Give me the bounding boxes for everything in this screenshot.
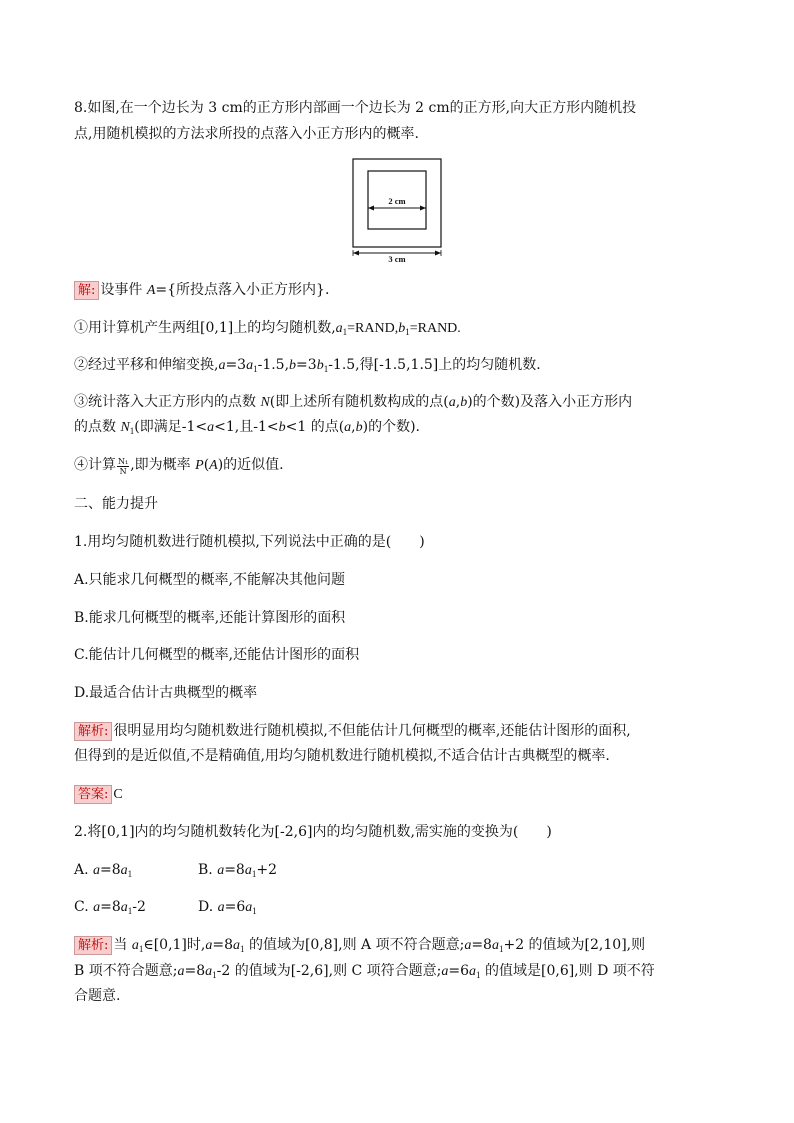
q1-option-d: D.最适合估计古典概型的概率 [74,685,258,701]
sol8-step-4 [74,455,284,476]
q2-analysis-line-3: 合题意. [74,988,121,1004]
var-b: b [278,420,286,435]
analysis-tag: 解析: [74,722,112,741]
var-P: P [195,458,204,473]
var-b: b [460,395,468,410]
step3-text: ③统计落入大正方形内的点数 [74,394,261,410]
step3-text: )的个数)及落入小正方形内 [467,394,633,410]
q1-option-b: B.能求几何概型的概率,还能计算图形的面积 [74,610,346,626]
sol8-intro-text: 设事件 [100,282,147,298]
large-square-label: 3 cm [388,254,406,263]
analysis-text: 很明显用均匀随机数进行随机模拟,不但能估计几何概型的概率,还能估计图形的面积, [113,723,631,739]
sol8-step-3-line-2 [74,417,420,441]
fraction-denominator: N [119,467,127,476]
step3-text: (即上述所有随机数构成的点( [269,394,449,410]
analysis-tag: 解析: [74,936,112,955]
step1-text: ①用计算机产生两组[0,1]上的均匀随机数, [74,320,336,336]
step4-text: )的近似值. [217,457,284,473]
var-b: b [398,321,406,336]
var-b: b [316,358,324,373]
answer-value: C [113,787,123,802]
q2-options-row-2 [74,897,734,921]
answer-tag: 答案: [74,785,112,804]
sol8-intro [74,280,329,301]
step3-text: (即满足-1< [134,419,208,435]
q2-option-c: C. $a=8a_1-2$ [74,899,146,916]
math: -1.5, [257,357,290,373]
q1-analysis-line-2: 但得到的是近似值,不是精确值,用均匀随机数进行随机模拟,不适合估计古典概型的概率. [74,748,610,764]
squares-figure [350,157,446,263]
section-title: 二、能力提升 [74,496,158,512]
subscript: 1 [253,364,258,374]
comma: , [455,394,461,410]
var-a: a [218,358,226,373]
comma: , [351,419,356,435]
var-N: N [260,395,270,410]
q8-text-line-1: 8.如图,在一个边长为 3 cm的正方形内部画一个边长为 2 cm的正方形,向大正方形内随机投 [74,100,637,116]
q2-stem: 2.将[0,1]内的均匀随机数转化为[-2,6]内的均匀随机数,需实施的变换为( ) [74,824,552,840]
q1-stem: 1.用均匀随机数进行随机模拟,下列说法中正确的是( ) [74,534,425,550]
q2-analysis-line-1: 解析: 当 $a_1\in[0,1]$时$,a=8a_1$ 的值域为[0,8],则 A 项不符合题意$;a=8a_1+2$ 的值域为[2,10],则 [74,935,645,959]
step3-text: <1 的点( [285,419,345,435]
step2-text: ②经过平移和伸缩变换, [74,357,219,373]
step3-text: 的点数 [74,419,121,435]
q2-analysis-line-2: B 项不符合题意$;a=8a_1-2$ 的值域为[-2,6],则 C 项符合题意$;a=6a_1$ 的值域是[0,6],则 D 项不符 [74,963,655,980]
var-b: b [355,420,363,435]
step3-text: <1,且-1< [214,419,279,435]
subscript: 1 [129,426,135,436]
sol8-step-1 [74,318,461,342]
var-a: a [448,395,456,410]
step2-text-2: -1.5,得[-1.5,1.5]上的均匀随机数. [328,357,541,373]
q1-analysis-line-1 [74,721,631,741]
step4-text: ,即为概率 [130,457,196,473]
math: =3 [225,357,247,373]
subscript: 1 [323,364,329,374]
fraction-n1-over-n [117,457,129,476]
var-a: a [344,420,352,435]
small-square-label: 2 cm [388,196,406,206]
event-var: A [146,283,156,298]
fraction-numerator: N₁ [118,457,129,466]
q1-option-c: C.能估计几何概型的概率,还能估计图形的面积 [74,647,360,663]
q1-answer [74,784,123,805]
var-b: b [289,358,297,373]
rand-eq: =RAND, [347,321,399,336]
step3-text: )的个数). [362,419,420,435]
math: =3 [296,357,317,373]
subscript: 1 [342,327,348,337]
q2-option-b: B. $a=8a_1+2$ [198,862,277,879]
q2-option-a: A. $a=8a_1$ [74,862,133,879]
q2-option-d: D. $a=6a_1$ [198,899,257,916]
var-N1: N [120,420,130,435]
var-a: a [246,358,254,373]
q2-options-row-1 [74,860,734,884]
solution-tag: 解: [74,281,99,300]
paren: ( [203,457,210,473]
sol8-step-3-line-1 [74,392,632,413]
q1-option-a: A.只能求几何概型的概率,不能解决其他问题 [74,572,346,588]
var-a: a [335,321,343,336]
q8-text-line-2: 点,用随机模拟的方法求所投的点落入小正方形内的概率. [74,126,419,142]
var-a: a [207,420,215,435]
step4-text: ④计算 [74,457,116,473]
sol8-step-2 [74,355,541,379]
subscript: 1 [405,327,410,337]
sol8-intro-text-2: ={所投点落入小正方形内}. [155,282,330,298]
var-A: A [209,458,218,473]
rand-eq: =RAND. [409,321,461,336]
